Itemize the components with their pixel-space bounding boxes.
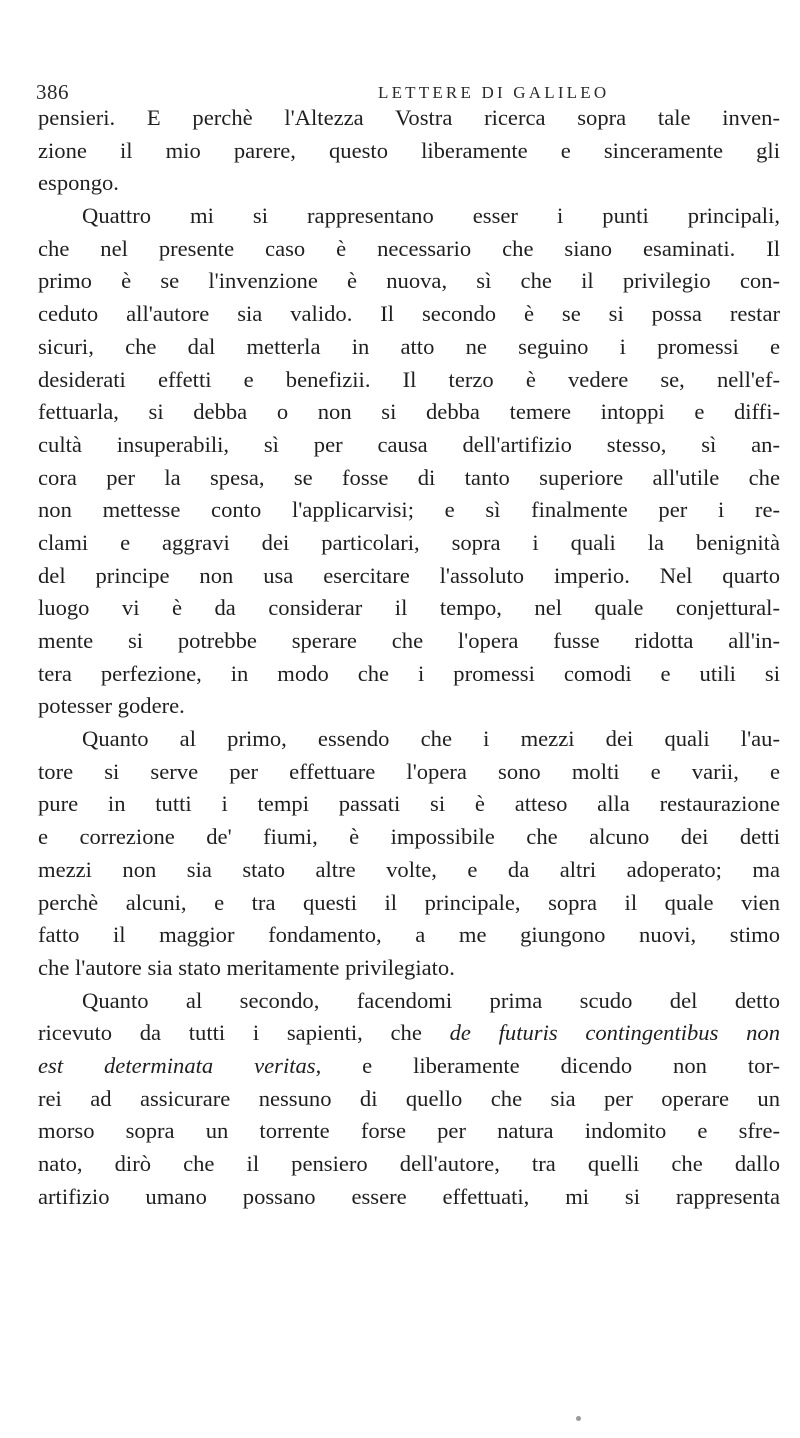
text-line: ceduto all'autore sia valido. Il secondo è se si possa restar xyxy=(38,301,780,327)
paragraph-start-line: Quattro mi si rappresentano esser i punti principali, xyxy=(82,203,780,229)
text-line-with-italic xyxy=(38,1050,780,1083)
text-line: perchè alcuni, e tra questi il principale, sopra il quale vien xyxy=(38,889,780,915)
text-line: espongo. xyxy=(38,170,119,196)
text-line: mente si potrebbe sperare che l'opera fusse ridotta all'in- xyxy=(38,628,780,653)
text-line: rei ad assicurare nessuno di quello che sia per operare un xyxy=(38,1085,780,1111)
text-line: tore si serve per effettuare l'opera sono molti e varii, e xyxy=(38,758,780,784)
body-text xyxy=(38,102,780,1213)
text-line: cora per la spesa, se fosse di tanto superiore all'utile che xyxy=(38,464,780,490)
text-line: nato, dirò che il pensiero dell'autore, tra quelli che dallo xyxy=(38,1151,780,1176)
text-line: e correzione de' fiumi, è impossibile che alcuno dei detti xyxy=(38,824,780,850)
text-line: desiderati effetti e benefizii. Il terzo è vedere se, nell'ef- xyxy=(38,366,780,392)
text-line: morso sopra un torrente forse per natura indomito e sfre- xyxy=(38,1118,780,1144)
roman-text: , e liberamente dicendo non tor- xyxy=(315,1052,781,1078)
text-line: zione il mio parere, questo liberamente e sinceramente gli xyxy=(38,137,780,163)
text-line: mezzi non sia stato altre volte, e da altri adoperato; ma xyxy=(38,856,780,882)
paragraph-start-line: Quanto al primo, essendo che i mezzi dei quali l'au- xyxy=(82,726,780,752)
text-line: pensieri. E perchè l'Altezza Vostra ricerca sopra tale inven- xyxy=(38,105,780,130)
latin-italic-text: est determinata veritas xyxy=(38,1052,316,1078)
text-line: luogo vi è da considerar il tempo, nel quale conjettural- xyxy=(38,595,780,621)
text-line: cultà insuperabili, sì per causa dell'artifizio stesso, sì an- xyxy=(38,431,780,457)
text-line-with-italic xyxy=(38,1017,780,1050)
text-line: che nel presente caso è necessario che siano esaminati. Il xyxy=(38,235,780,261)
text-line: primo è se l'invenzione è nuova, sì che il privilegio con- xyxy=(38,268,780,294)
text-line: del principe non usa esercitare l'assoluto imperio. Nel quarto xyxy=(38,562,780,588)
page-number: 386 xyxy=(36,80,69,104)
text-line: artifizio umano possano essere effettuati, mi si rappresenta xyxy=(38,1183,780,1209)
text-line: che l'autore sia stato meritamente privilegiato. xyxy=(38,954,455,980)
paragraph-start-line: Quanto al secondo, facendomi prima scudo del detto xyxy=(82,987,780,1013)
text-line: sicuri, che dal metterla in atto ne seguino i promessi e xyxy=(38,333,780,359)
text-line: potesser godere. xyxy=(38,693,185,719)
paper-speck xyxy=(576,1416,581,1421)
text-line: pure in tutti i tempi passati si è atteso alla restaurazione xyxy=(38,791,780,817)
text-line: fettuarla, si debba o non si debba temere intoppi e diffi- xyxy=(38,399,780,425)
roman-text: ricevuto da tutti i sapienti, che xyxy=(38,1020,422,1046)
text-line: non mettesse conto l'applicarvisi; e sì finalmente per i re- xyxy=(38,497,780,523)
text-line: fatto il maggior fondamento, a me giungono nuovi, stimo xyxy=(38,922,780,948)
text-line: clami e aggravi dei particolari, sopra i quali la benignità xyxy=(38,529,780,555)
latin-italic-text: de futuris contingentibus non xyxy=(449,1020,780,1046)
text-line: tera perfezione, in modo che i promessi comodi e utili si xyxy=(38,660,780,686)
running-head: LETTERE DI GALILEO xyxy=(378,83,610,102)
